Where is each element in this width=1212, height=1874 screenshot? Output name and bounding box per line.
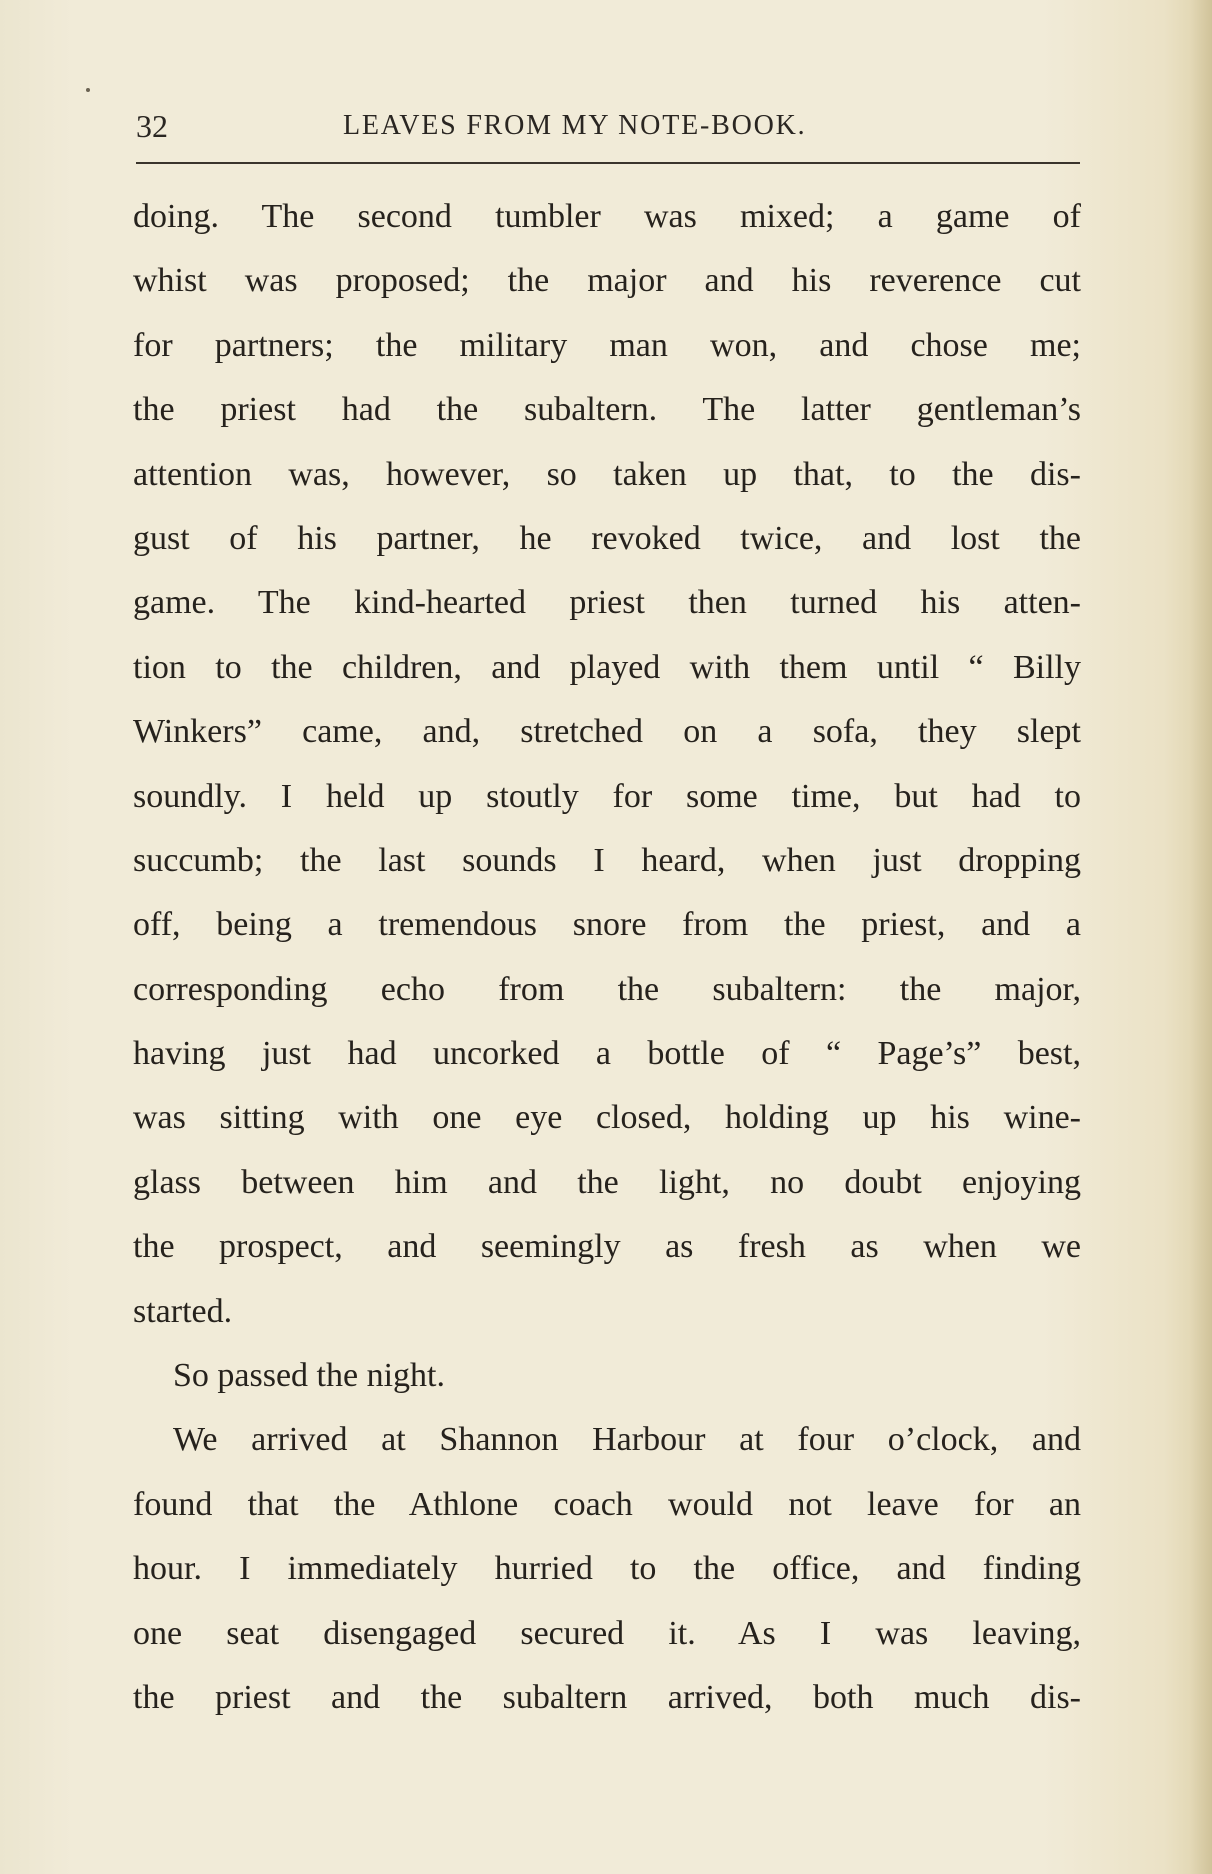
running-head: LEAVES FROM MY NOTE-BOOK. bbox=[343, 110, 807, 141]
header-rule bbox=[136, 162, 1080, 164]
text-line: glass between him and the light, no doubt enjoying bbox=[133, 1163, 1081, 1201]
text-line: the prospect, and seemingly as fresh as when we bbox=[133, 1228, 1081, 1266]
text-line: tion to the children, and played with them until “ Billy bbox=[133, 648, 1081, 686]
text-line: succumb; the last sounds I heard, when just dropping bbox=[133, 841, 1081, 879]
text-line: corresponding echo from the subaltern: the major, bbox=[133, 970, 1081, 1008]
text-line: off, being a tremendous snore from the priest, and a bbox=[133, 906, 1081, 944]
text-line: for partners; the military man won, and chose me; bbox=[133, 326, 1081, 364]
text-line: the priest had the subaltern. The latter gentleman’s bbox=[133, 391, 1081, 429]
text-line: one seat disengaged secured it. As I was leaving, bbox=[133, 1614, 1081, 1652]
text-line: game. The kind-hearted priest then turned his atten- bbox=[133, 584, 1081, 622]
paragraph-2 bbox=[133, 1344, 1081, 1408]
text-line: found that the Athlone coach would not leave for an bbox=[133, 1485, 1081, 1523]
text-line: whist was proposed; the major and his reverence cut bbox=[133, 262, 1081, 300]
text-line: having just had uncorked a bottle of “ Page’s” best, bbox=[133, 1035, 1081, 1073]
body-text bbox=[133, 185, 1081, 1730]
text-line: started. bbox=[133, 1292, 233, 1330]
paper-speck bbox=[86, 88, 90, 92]
page-header bbox=[136, 104, 1080, 148]
text-line: Winkers” came, and, stretched on a sofa, they slept bbox=[133, 713, 1081, 751]
text-line: doing. The second tumbler was mixed; a game of bbox=[133, 198, 1081, 235]
text-line: attention was, however, so taken up that, to the dis- bbox=[133, 455, 1081, 493]
page-edge-shadow bbox=[1190, 0, 1212, 1874]
text-line: soundly. I held up stoutly for some time, but had to bbox=[133, 777, 1081, 815]
text-line: hour. I immediately hurried to the office, and finding bbox=[133, 1550, 1081, 1588]
paragraph-3 bbox=[133, 1408, 1081, 1730]
text-line: the priest and the subaltern arrived, both much dis- bbox=[133, 1678, 1081, 1716]
text-line: gust of his partner, he revoked twice, and lost the bbox=[133, 519, 1081, 557]
text-line: So passed the night. bbox=[173, 1357, 445, 1395]
paragraph-1 bbox=[133, 185, 1081, 1344]
text-line: We arrived at Shannon Harbour at four o’clock, and bbox=[173, 1421, 1081, 1459]
page-number: 32 bbox=[136, 108, 168, 144]
text-line: was sitting with one eye closed, holding up his wine- bbox=[133, 1099, 1081, 1137]
